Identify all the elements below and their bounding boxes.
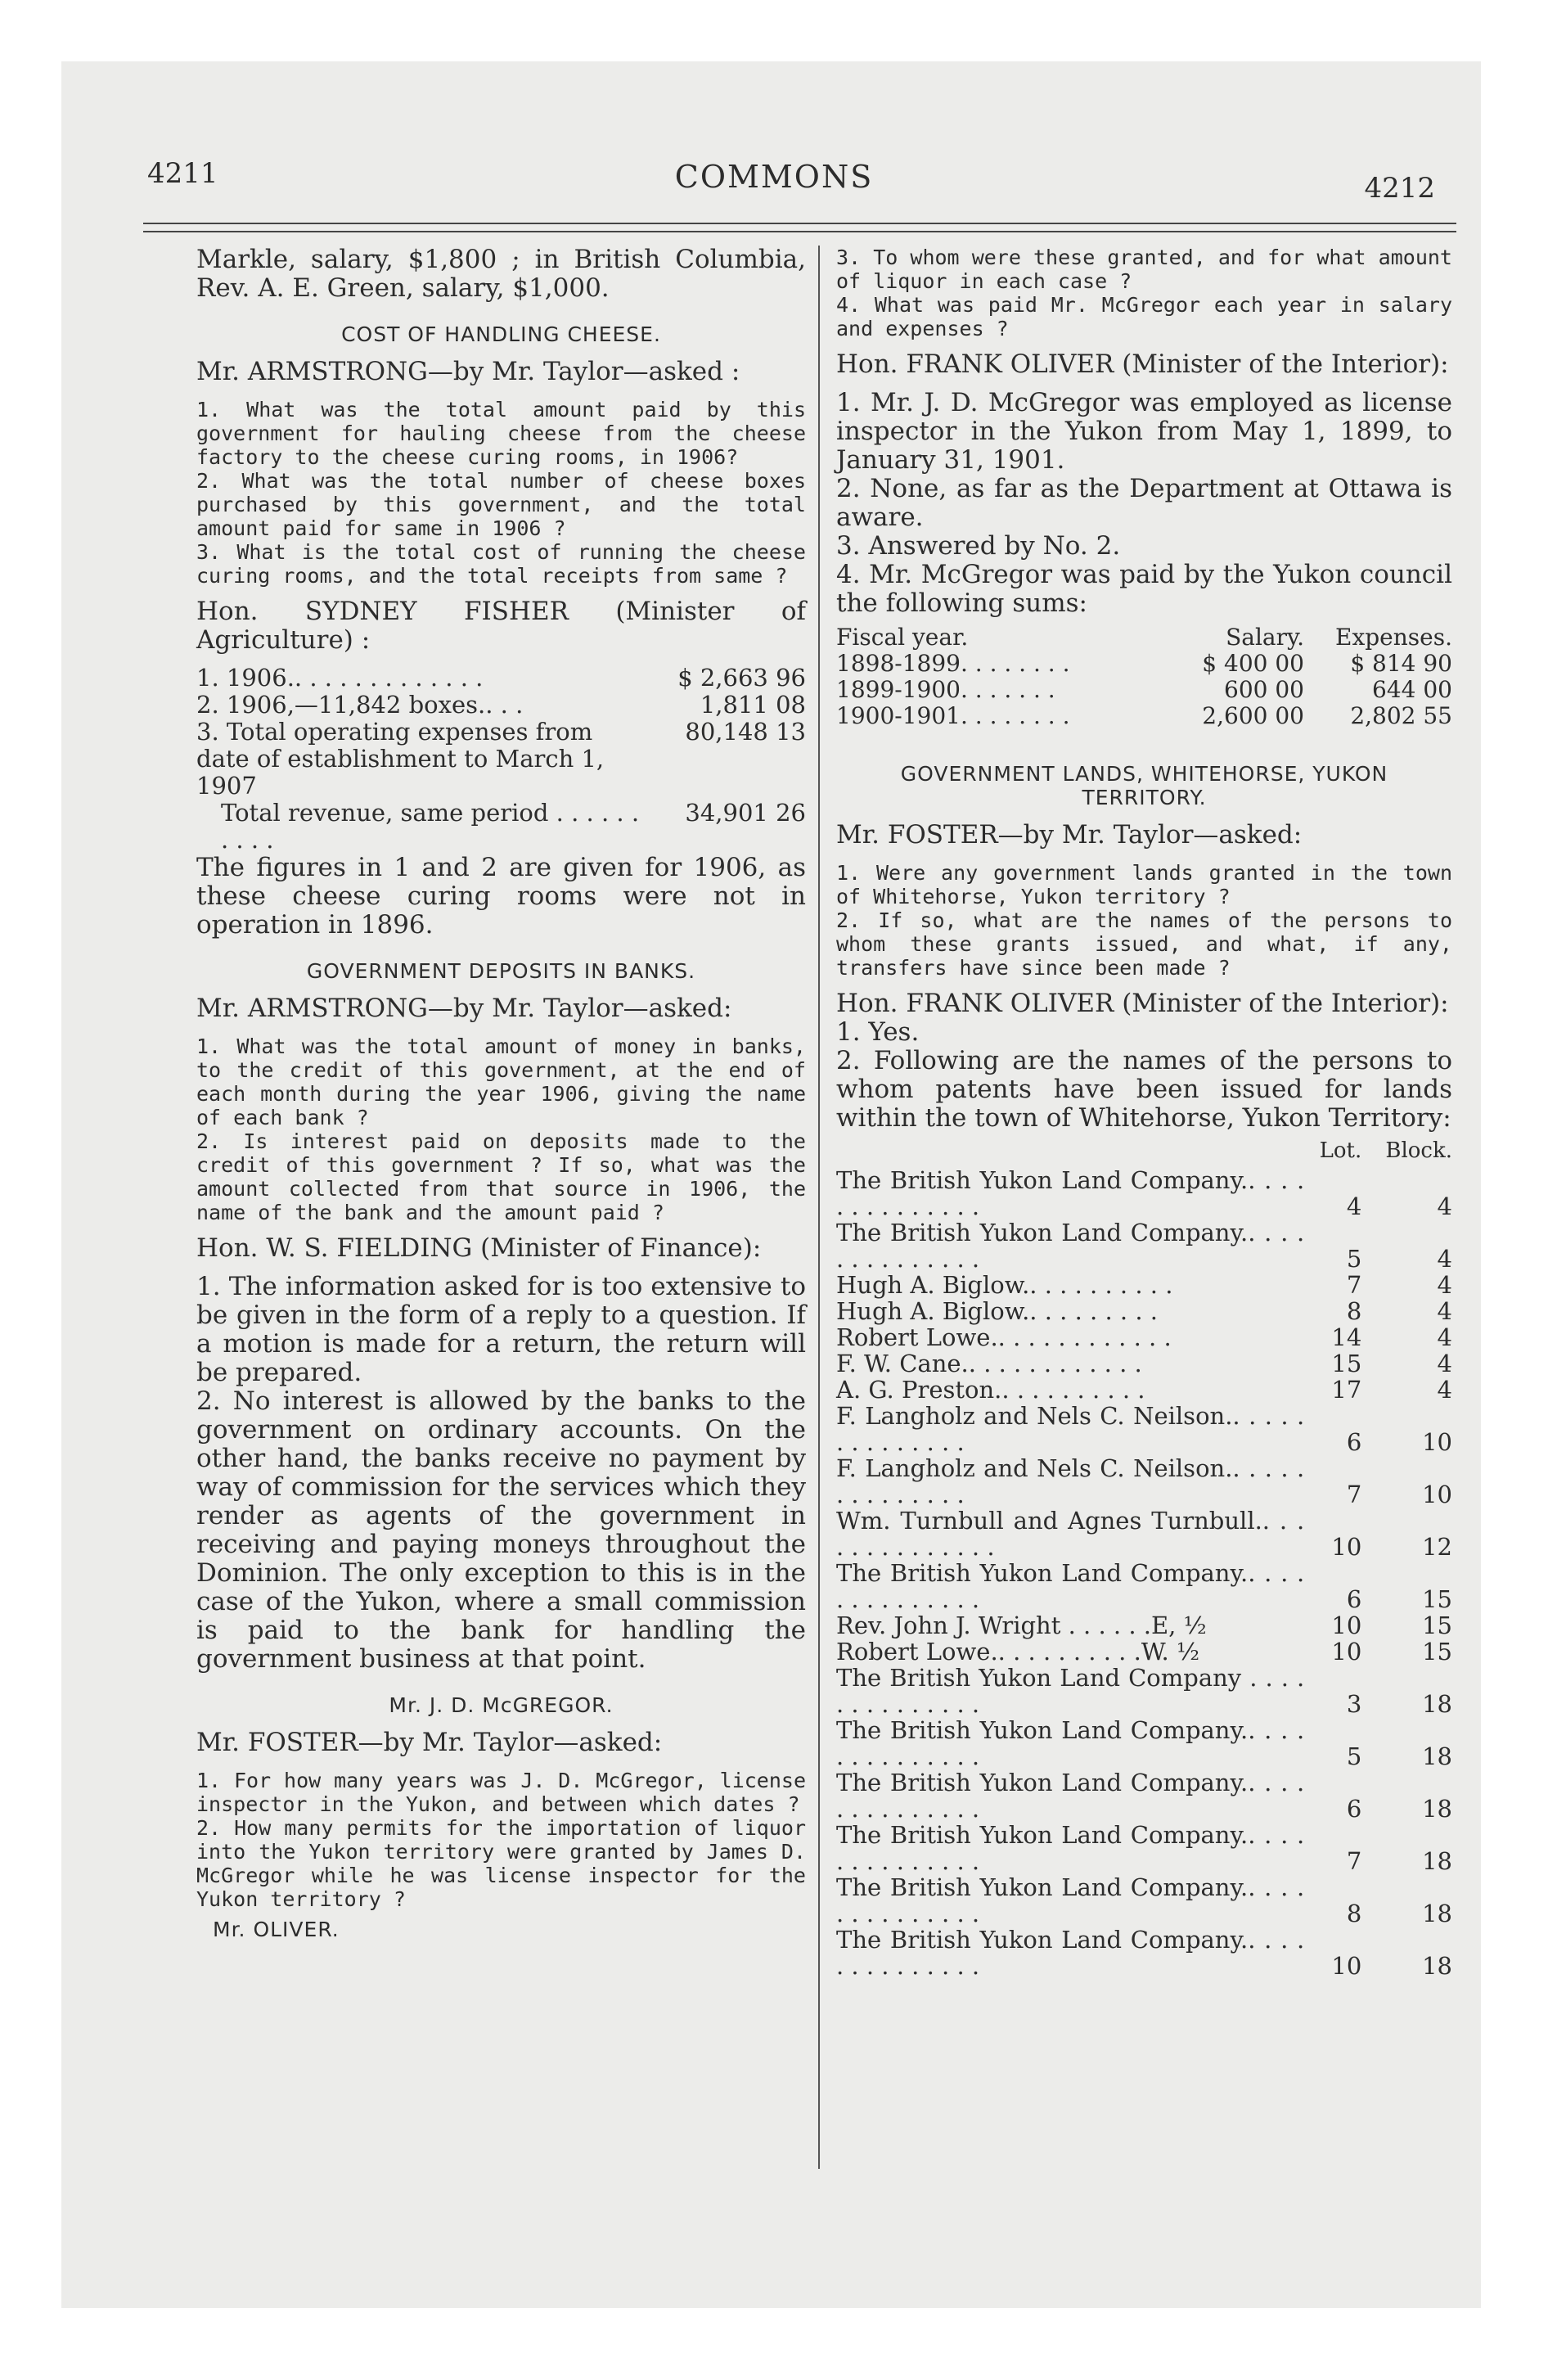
table-cell: 4	[1437, 1245, 1452, 1273]
table-cell: The British Yukon Land Company.. . . . . . . . . . . . . .	[836, 1716, 1305, 1770]
table-cell: Hugh A. Biglow.. . . . . . . . . .	[836, 1271, 1173, 1299]
table-row	[836, 1350, 1452, 1377]
table-cell: 2,600 00	[1202, 702, 1304, 729]
answer-value: 1,811 08	[700, 691, 806, 719]
table-cell: 18	[1422, 1847, 1452, 1875]
table-cell: 10	[1331, 1638, 1362, 1666]
table-cell: 15	[1331, 1350, 1362, 1377]
table-row	[836, 1927, 1452, 1979]
answer-label: 1. 1906.. . . . . . . . . . . . .	[196, 664, 484, 692]
column-header: Salary.	[1226, 624, 1304, 651]
fiscal-table-body	[836, 651, 1452, 729]
table-cell: The British Yukon Land Company . . . . . . . . . . . . . .	[836, 1664, 1305, 1718]
table-cell: 4	[1437, 1297, 1452, 1325]
table-cell: 1898-1899. . . . . . . .	[836, 650, 1070, 677]
question-1: 1. For how many years was J. D. McGregor, license inspector in the Yukon, and between which dates ?	[196, 1769, 806, 1816]
table-cell: 15	[1422, 1611, 1452, 1639]
column-header: Lot.	[1319, 1138, 1362, 1163]
table-cell: 4	[1437, 1350, 1452, 1377]
table-cell: $ 814 90	[1350, 650, 1452, 677]
answer-note: The figures in 1 and 2 are given for 1906, as these cheese curing rooms were not in operation in 1896.	[196, 853, 806, 940]
table-cell: The British Yukon Land Company.. . . . . . . . . . . . . .	[836, 1166, 1305, 1220]
page-number-left: 4211	[147, 157, 218, 190]
table-cell: 10	[1331, 1611, 1362, 1639]
question-4: 4. What was paid Mr. McGregor each year in salary and expenses ?	[836, 293, 1452, 340]
section-heading-deposits: GOVERNMENT DEPOSITS IN BANKS.	[306, 959, 696, 983]
question-asker: Mr. FOSTER—by Mr. Taylor—asked:	[836, 820, 1303, 850]
table-row	[836, 1612, 1452, 1639]
table-header-row	[836, 1138, 1452, 1167]
continued-speaker: Mr. OLIVER.	[213, 1918, 340, 1941]
table-cell: 600 00	[1224, 676, 1304, 703]
table-row	[836, 1219, 1452, 1272]
column-header: Expenses.	[1335, 624, 1452, 651]
table-cell: 14	[1331, 1323, 1362, 1351]
table-cell: Robert Lowe.. . . . . . . . . .W. ½	[836, 1638, 1200, 1666]
table-cell: The British Yukon Land Company.. . . . . . . . . . . . . .	[836, 1559, 1305, 1613]
intro-text: Markle, salary, $1,800 ; in British Columbia, Rev. A. E. Green, salary, $1,000.	[196, 245, 806, 303]
table-cell: 7	[1346, 1847, 1362, 1875]
column-header: Block.	[1385, 1138, 1452, 1163]
answer-1: 1. The information asked for is too extensive to be given in the form of a reply to a question. If a motion is made for a return, the return will be prepared.	[196, 1272, 806, 1387]
right-column	[818, 246, 1452, 2169]
question-asker: Mr. ARMSTRONG—by Mr. Taylor—asked :	[196, 357, 740, 386]
table-cell: 7	[1346, 1481, 1362, 1508]
table-cell: The British Yukon Land Company.. . . . . . . . . . . . . .	[836, 1821, 1305, 1875]
table-cell: $ 400 00	[1202, 650, 1304, 677]
table-cell: 17	[1331, 1376, 1362, 1404]
answer-2: 2. None, as far as the Department at Ottawa is aware.	[836, 474, 1452, 532]
table-cell: 18	[1422, 1900, 1452, 1927]
page-title: COMMONS	[674, 159, 874, 195]
answer-row	[196, 665, 806, 692]
table-cell: 18	[1422, 1742, 1452, 1770]
question-2: 2. If so, what are the names of the persons to whom these grants issued, and what, if any, transfers have since been made ?	[836, 908, 1452, 980]
answer-4: 4. Mr. McGregor was paid by the Yukon council the following sums:	[836, 560, 1452, 618]
section-heading-lands: GOVERNMENT LANDS, WHITEHORSE, YUKON TERRITORY.	[900, 762, 1388, 809]
table-header-row	[836, 624, 1452, 651]
answer-value: 80,148 13	[685, 718, 806, 746]
header-rule	[143, 223, 1456, 224]
question-3: 3. To whom were these granted, and for what amount of liquor in each case ?	[836, 246, 1452, 293]
question-1: 1. What was the total amount of money in banks, to the credit of this government, at the end of each month during the year 1906, giving the name of each bank ?	[196, 1034, 806, 1129]
table-cell: 4	[1437, 1376, 1452, 1404]
table-cell: Robert Lowe.. . . . . . . . . . . .	[836, 1323, 1172, 1351]
table-row	[836, 1769, 1452, 1822]
question-2: 2. Is interest paid on deposits made to the credit of this government ? If so, what was the amount collected from that source in 1906, the name of the bank and the amount paid ?	[196, 1129, 806, 1224]
table-cell: 18	[1422, 1952, 1452, 1980]
table-cell: 2,802 55	[1350, 702, 1452, 729]
table-cell: 10	[1422, 1481, 1452, 1508]
table-row	[836, 1324, 1452, 1350]
table-row	[836, 677, 1452, 703]
fiscal-table	[836, 624, 1452, 729]
table-cell: 8	[1346, 1900, 1362, 1927]
table-cell: 10	[1422, 1428, 1452, 1456]
table-row	[836, 1298, 1452, 1324]
answer-3: 3. Answered by No. 2.	[836, 531, 1121, 561]
lands-table	[836, 1138, 1452, 1979]
table-cell: 10	[1331, 1952, 1362, 1980]
question-1: 1. What was the total amount paid by this government for hauling cheese from the cheese factory to the cheese curing rooms, in 1906?	[196, 398, 806, 469]
table-cell: Rev. John J. Wright . . . . . .E, ½	[836, 1611, 1207, 1639]
table-cell: 1900-1901. . . . . . . .	[836, 702, 1070, 729]
table-cell: 6	[1346, 1795, 1362, 1823]
answer-1: 1. Yes.	[836, 1017, 920, 1047]
answer-row	[196, 800, 806, 854]
page-header	[0, 90, 1548, 205]
minister-reply: Hon. FRANK OLIVER (Minister of the Interior):	[836, 349, 1449, 379]
page-number-right: 4212	[1364, 172, 1435, 205]
table-row	[836, 1167, 1452, 1219]
question-2: 2. How many permits for the importation of liquor into the Yukon territory were granted by James D. McGregor while he was license inspector for the Yukon territory ?	[196, 1816, 806, 1911]
minister-reply: Hon. W. S. FIELDING (Minister of Finance):	[196, 1233, 762, 1263]
table-cell: 4	[1437, 1271, 1452, 1299]
table-row	[836, 1822, 1452, 1874]
table-cell: The British Yukon Land Company.. . . . . . . . . . . . . .	[836, 1769, 1305, 1823]
table-cell: Hugh A. Biglow.. . . . . . . . .	[836, 1297, 1159, 1325]
table-cell: A. G. Preston.. . . . . . . . . .	[836, 1376, 1145, 1404]
table-cell: 10	[1331, 1533, 1362, 1561]
question-3: 3. What is the total cost of running the cheese curing rooms, and the total receipts from same ?	[196, 540, 806, 588]
answer-2: 2. No interest is allowed by the banks to the government on ordinary accounts. On the other hand, the banks receive no payment by way of commission for the services which they render as agents of the government in receiving and paying moneys throughout the Dominion. The only exception to this is in the case of the Yukon, where a small commission is paid to the bank for handling the government business at that point.	[196, 1386, 806, 1674]
table-row	[836, 1508, 1452, 1560]
answer-label: 3. Total operating expenses from date of establishment to March 1, 1907	[196, 718, 605, 800]
table-cell: 644 00	[1372, 676, 1452, 703]
answer-2: 2. Following are the names of the persons to whom patents have been issued for lands within the town of Whitehorse, Yukon Territory:	[836, 1046, 1452, 1133]
table-cell: 5	[1346, 1742, 1362, 1770]
section-heading-mcgregor: Mr. J. D. McGREGOR.	[389, 1693, 614, 1717]
answer-row	[196, 719, 806, 800]
table-cell: 6	[1346, 1585, 1362, 1613]
table-row	[836, 1639, 1452, 1665]
answer-value: $ 2,663 96	[677, 664, 806, 692]
table-cell: 18	[1422, 1690, 1452, 1718]
table-row	[836, 1717, 1452, 1769]
table-cell: 4	[1437, 1323, 1452, 1351]
table-cell: 18	[1422, 1795, 1452, 1823]
answer-1: 1. Mr. J. D. McGregor was employed as license inspector in the Yukon from May 1, 1899, to January 31, 1901.	[836, 388, 1452, 475]
table-row	[836, 1874, 1452, 1927]
table-cell: 5	[1346, 1245, 1362, 1273]
table-cell: F. Langholz and Nels C. Neilson.. . . . . . . . . . . . . .	[836, 1454, 1305, 1508]
question-1: 1. Were any government lands granted in the town of Whitehorse, Yukon territory ?	[836, 861, 1452, 908]
table-cell: 12	[1422, 1533, 1452, 1561]
table-cell: The British Yukon Land Company.. . . . . . . . . . . . . .	[836, 1873, 1305, 1927]
table-cell: 6	[1346, 1428, 1362, 1456]
table-cell: F. Langholz and Nels C. Neilson.. . . . . . . . . . . . . .	[836, 1402, 1305, 1456]
minister-reply: Hon. FRANK OLIVER (Minister of the Interior):	[836, 989, 1449, 1018]
table-row	[836, 1665, 1452, 1717]
table-cell: 1899-1900. . . . . . .	[836, 676, 1055, 703]
table-row	[836, 1377, 1452, 1403]
section-heading-cheese: COST OF HANDLING CHEESE.	[341, 322, 661, 346]
answer-label: 2. 1906,—11,842 boxes.. . .	[196, 691, 524, 719]
table-cell: 7	[1346, 1271, 1362, 1299]
left-column	[196, 246, 806, 1941]
answer-label: Total revenue, same period . . . . . . . . . .	[221, 799, 640, 854]
table-row	[836, 1403, 1452, 1455]
table-row	[836, 1272, 1452, 1298]
table-cell: The British Yukon Land Company.. . . . . . . . . . . . . .	[836, 1219, 1305, 1273]
table-row	[836, 703, 1452, 729]
table-cell: 4	[1346, 1192, 1362, 1220]
column-header: Fiscal year.	[836, 624, 969, 651]
table-cell: The British Yukon Land Company.. . . . . . . . . . . . . .	[836, 1926, 1305, 1980]
table-row	[836, 1455, 1452, 1508]
table-cell: F. W. Cane.. . . . . . . . . . . .	[836, 1350, 1142, 1377]
question-asker: Mr. ARMSTRONG—by Mr. Taylor—asked:	[196, 994, 732, 1023]
table-cell: 4	[1437, 1192, 1452, 1220]
table-cell: Wm. Turnbull and Agnes Turnbull.. . . . . . . . . . . . . .	[836, 1507, 1305, 1561]
table-cell: 15	[1422, 1585, 1452, 1613]
table-row	[836, 1560, 1452, 1612]
table-cell: 15	[1422, 1638, 1452, 1666]
answer-row	[196, 692, 806, 719]
question-2: 2. What was the total number of cheese boxes purchased by this government, and the total amount paid for same in 1906 ?	[196, 469, 806, 540]
question-asker: Mr. FOSTER—by Mr. Taylor—asked:	[196, 1728, 663, 1757]
lands-table-body	[836, 1167, 1452, 1979]
table-row	[836, 651, 1452, 677]
answer-value: 34,901 26	[685, 799, 806, 827]
header-rule-double	[143, 231, 1456, 232]
minister-reply: Hon. SYDNEY FISHER (Minister of Agriculture) :	[196, 597, 806, 655]
table-cell: 3	[1346, 1690, 1362, 1718]
table-cell: 8	[1346, 1297, 1362, 1325]
